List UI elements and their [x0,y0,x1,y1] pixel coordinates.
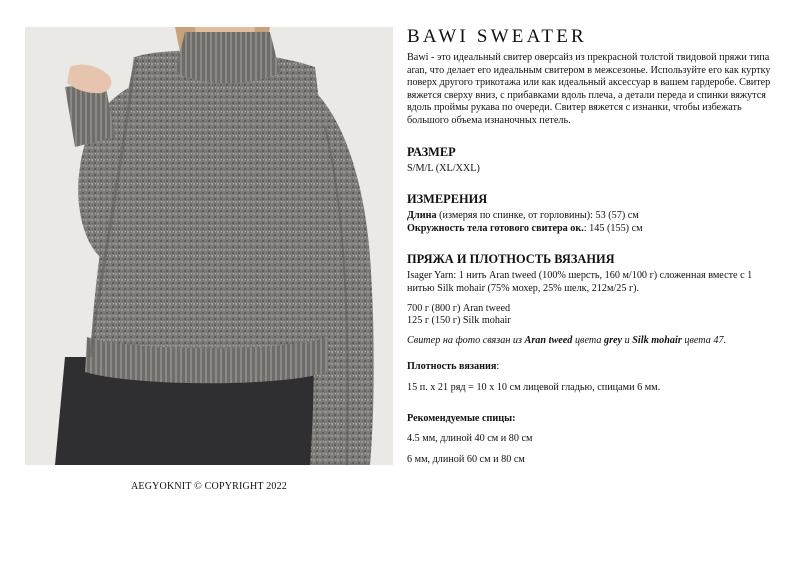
yarn-amount-2: 125 г (150 г) Silk mohair [407,315,511,327]
page-title: BAWI SWEATER [407,26,587,47]
length-value: (измеряя по спинке, от горловины): 53 (57) см [436,210,639,222]
gauge-heading [407,361,779,374]
measurements-heading: ИЗМЕРЕНИЯ [407,192,488,207]
note-yarn-1: Aran tweed [524,334,573,346]
needles-2: 6 мм, длиной 60 см и 80 см [407,453,525,465]
gauge-label: Плотность вязания [407,361,497,373]
yarn-heading: ПРЯЖА И ПЛОТНОСТЬ ВЯЗАНИЯ [407,252,615,267]
sweater-photo [25,27,393,465]
note-and: и [622,334,633,346]
size-value: S/M/L (XL/XXL) [407,162,480,174]
copyright-notice: AEGYOKNIT © COPYRIGHT 2022 [130,481,288,492]
note-yarn-2: Silk mohair [632,334,682,346]
collar [175,32,280,83]
note-prefix: Свитер на фото связан из [407,334,525,346]
note-color-2: 47. [713,334,727,346]
size-heading: РАЗМЕР [407,144,456,159]
needles-heading: Рекомендуемые спицы: [407,412,516,424]
intro-paragraph: Bawi - это идеальный свитер оверсайз из прекрасной толстой твидовой пряжи типа aran, что делает его идеальным свитером в межсезонье. Используйте его как куртку поверх другого трикотажа или как идеальный аксессуар в вашем гардеробе. Свитер вяжется сверху вниз, с прибавками вдоль плеча, а детали переда и спинки вяжутся вдоль проймы рукава по очереди. Свитер вяжется с изнанки, чтобы избежать большого объема изнаночных петель. [407,52,771,126]
gauge-value: 15 п. x 21 ряд = 10 x 10 см лицевой гладью, спицами 6 мм. [407,381,661,393]
chest-value: : 145 (155) см [583,222,643,234]
sweater-illustration [25,27,393,465]
yarn-description: Isager Yarn: 1 нить Aran tweed (100% шерсть, 160 м/100 г) сложенная вместе с 1 нитью Silk mohair (75% мохер, 25% шелк, 212м/25 г). [407,270,753,294]
gauge-colon: : [496,361,500,373]
note-mid-1: цвета [572,334,604,346]
chest-label: Окружность тела готового свитера ок. [407,222,584,234]
yarn-amount-1: 700 г (800 г) Aran tweed [407,302,511,314]
length-line [407,210,779,223]
note-color-1: grey [603,334,623,346]
needles-1: 4.5 мм, длиной 40 см и 80 см [407,433,533,445]
yarn-note [407,335,779,348]
note-mid-2: цвета [681,334,714,346]
length-label: Длина [407,210,437,222]
chest-line [407,223,779,236]
pattern-description [407,26,779,466]
